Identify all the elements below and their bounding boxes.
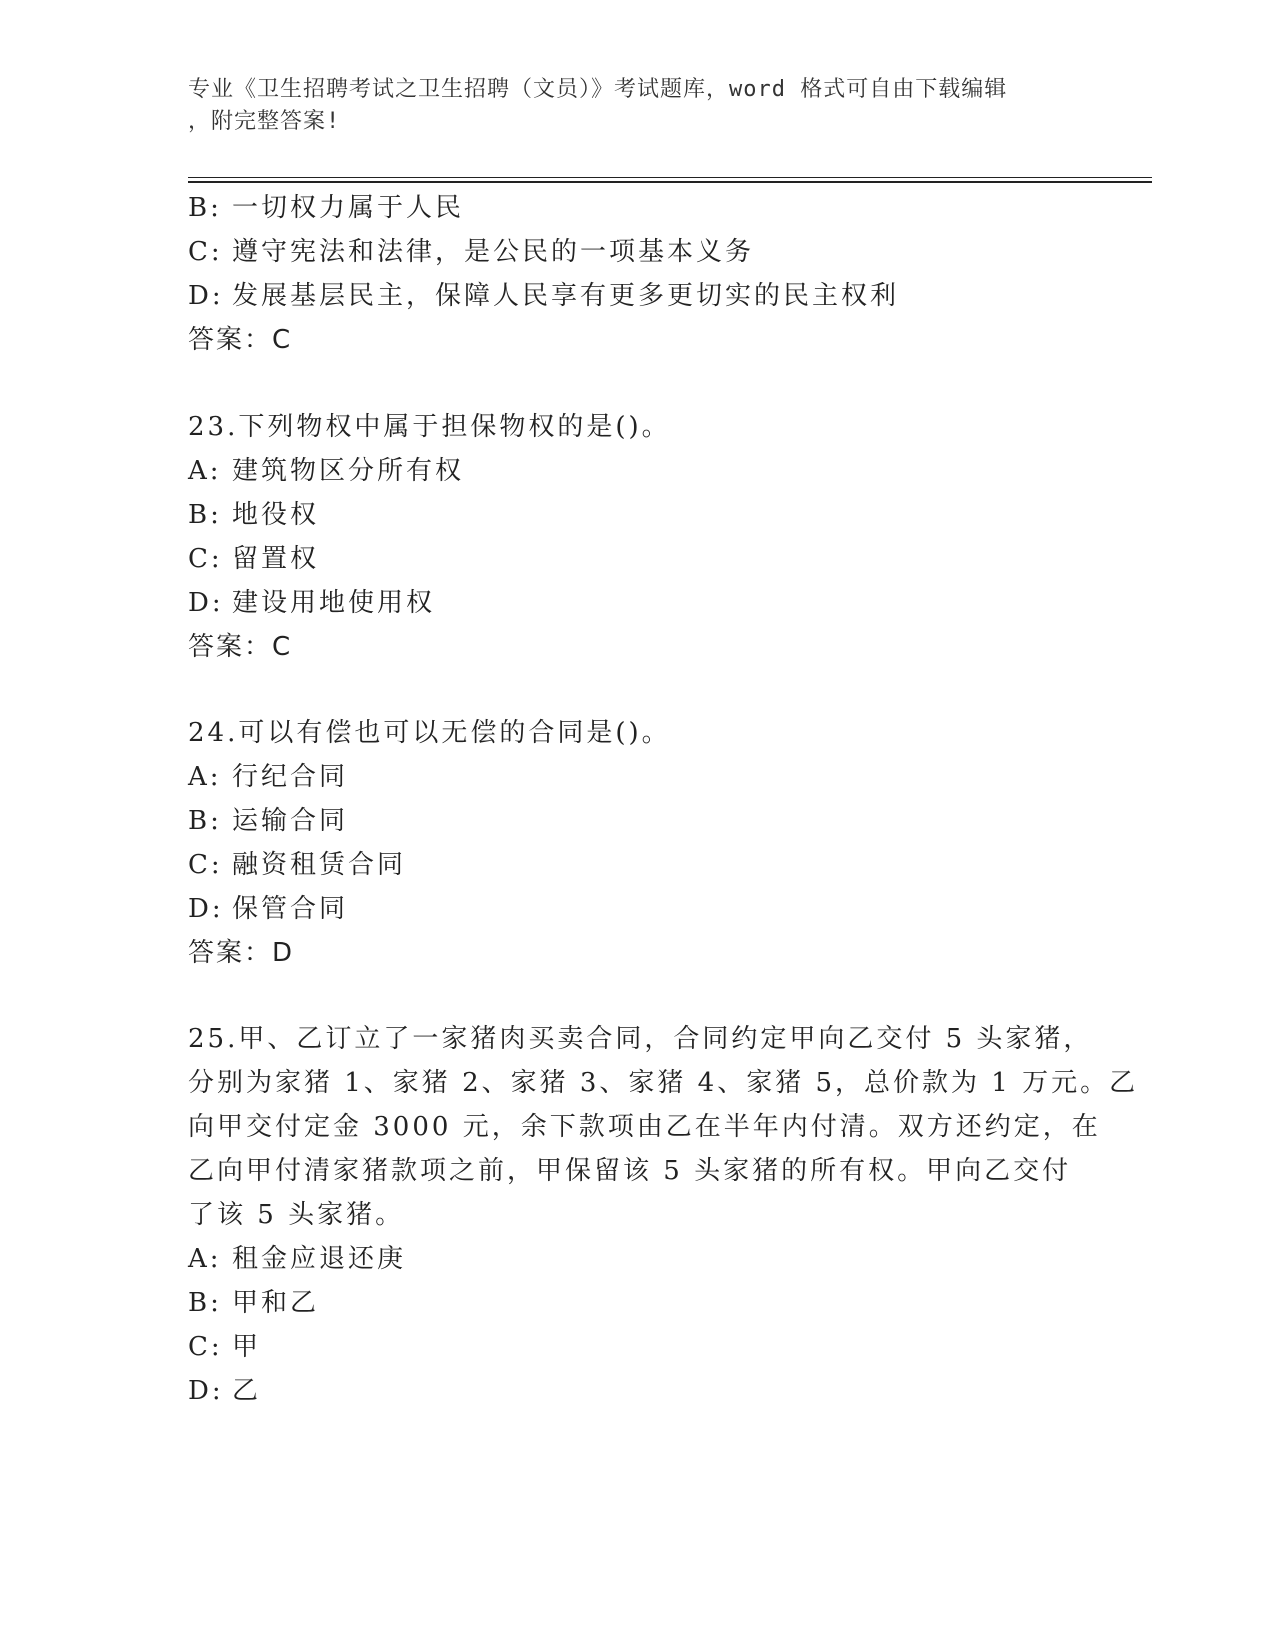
option-label: D: [188,588,224,618]
option-text: 租金应退还庚 [232,1244,407,1274]
option-label: C: [188,850,223,880]
q25-question-line-4: 乙向甲付清家猪款项之前，甲保留该 5 头家猪的所有权。甲向乙交付 [188,1156,1072,1186]
q23-option-b [188,498,319,532]
option-text: 遵守宪法和法律，是公民的一项基本义务 [232,237,755,267]
q25-option-c [188,1330,261,1364]
option-label: B: [188,500,222,530]
q22-answer: 答案：C [188,325,293,355]
option-text: 一切权力属于人民 [232,193,465,223]
q25-question-line-1: 25.甲、乙订立了一家猪肉买卖合同，合同约定甲向乙交付 5 头家猪， [188,1024,1093,1054]
q24-answer: 答案：D [188,938,295,968]
option-label: A: [188,1244,222,1274]
option-label: D: [188,281,224,311]
q24-option-a [188,760,348,794]
q24-option-d [188,892,348,926]
option-text: 甲 [232,1332,262,1362]
option-text: 乙 [232,1376,262,1406]
option-label: C: [188,544,223,574]
option-text: 建筑物区分所有权 [232,456,465,486]
option-text: 行纪合同 [232,762,349,792]
q23-answer: 答案：C [188,632,293,662]
option-label: D: [188,1376,224,1406]
option-text: 融资租赁合同 [232,850,407,880]
q23-option-a [188,454,464,488]
option-label: B: [188,806,222,836]
document-header [188,74,1088,138]
q23-option-d [188,586,435,620]
header-divider-thin [188,177,1152,178]
option-label: A: [188,456,222,486]
header-divider-thick [188,181,1152,183]
option-label: C: [188,237,223,267]
option-label: C: [188,1332,223,1362]
q24-option-c [188,848,406,882]
q25-option-b [188,1286,319,1320]
option-label: A: [188,762,222,792]
q22-option-c [188,235,754,269]
q24-option-b [188,804,348,838]
q23-option-c [188,542,319,576]
q25-question-line-3: 向甲交付定金 3000 元，余下款项由乙在半年内付清。双方还约定，在 [188,1112,1101,1142]
q25-question-line-5: 了该 5 头家猪。 [188,1200,405,1230]
q25-option-d [188,1374,261,1408]
option-text: 运输合同 [232,806,349,836]
option-text: 保管合同 [232,894,349,924]
q22-option-b [188,191,464,225]
option-text: 甲和乙 [232,1288,320,1318]
header-line-2: ，附完整答案! [188,109,341,134]
header-line-1: 专业《卫生招聘考试之卫生招聘（文员）》考试题库，word 格式可自由下载编辑 [188,77,1008,102]
option-text: 留置权 [232,544,320,574]
option-text: 建设用地使用权 [232,588,436,618]
q22-option-d [188,279,899,313]
q25-option-a [188,1242,406,1276]
option-label: B: [188,1288,222,1318]
q24-question: 24.可以有偿也可以无偿的合同是()。 [188,718,671,748]
q25-question-line-2: 分别为家猪 1、家猪 2、家猪 3、家猪 4、家猪 5，总价款为 1 万元。乙 [188,1068,1139,1098]
option-label: D: [188,894,224,924]
option-text: 地役权 [232,500,320,530]
q23-question: 23.下列物权中属于担保物权的是()。 [188,412,671,442]
option-label: B: [188,193,222,223]
option-text: 发展基层民主，保障人民享有更多更切实的民主权利 [232,281,900,311]
